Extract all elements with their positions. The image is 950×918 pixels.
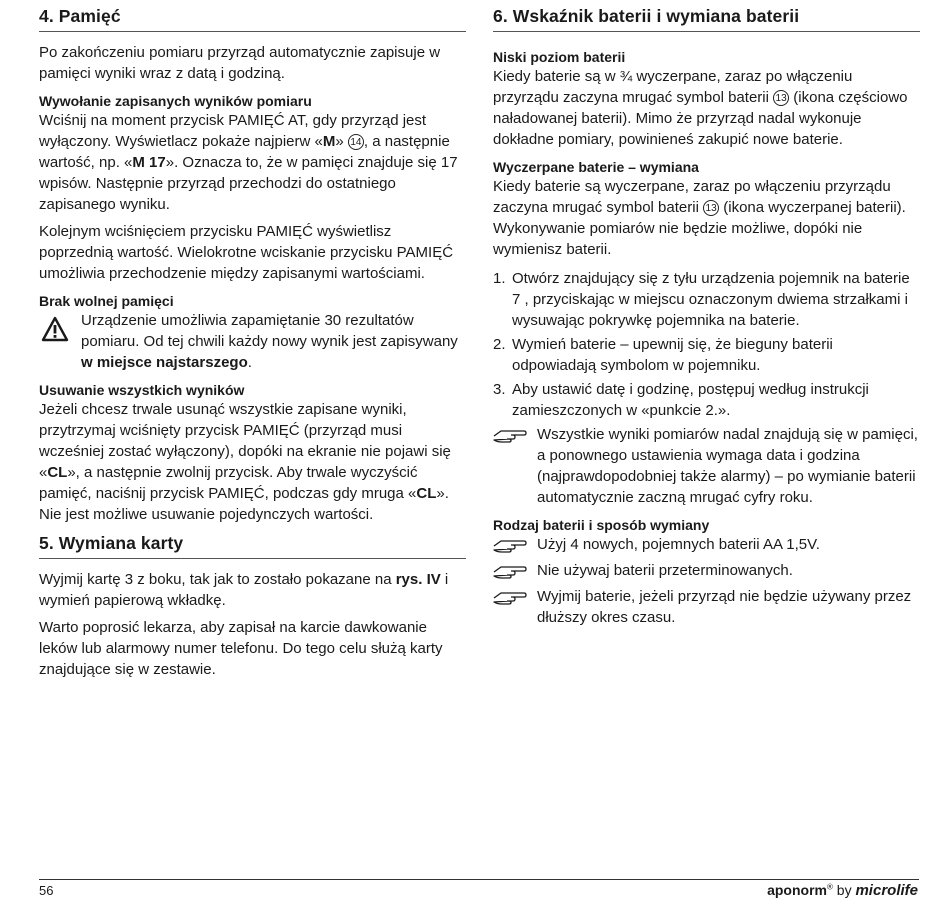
page-number: 56: [39, 883, 54, 898]
card-replace-text: Wyjmij kartę 3 z boku, tak jak to zostało pokazane na rys. IV i wymień papierową wkładkę.: [39, 571, 449, 609]
left-column: [39, 6, 466, 680]
memory-full-heading: Brak wolnej pamięci: [39, 293, 174, 309]
ref-14-icon: 14: [348, 134, 364, 150]
battery-tip: Użyj 4 nowych, pojemnych baterii AA 1,5V.: [493, 534, 920, 555]
empty-battery-heading: Wyczerpane baterie – wymiana: [493, 159, 699, 175]
memory-full-warning: Urządzenie umożliwia zapamiętanie 30 rezultatów pomiaru. Od tej chwili każdy nowy wynik jest zapisywany w miejsce najstarszego.: [39, 310, 466, 373]
empty-battery-text: Kiedy baterie są wyczerpane, zaraz po włączeniu przyrządu zaczyna mrugać symbol baterii 13 (ikona wyczerpanej baterii). Wykonywanie pomiarów nie będzie możliwe, dopóki nie wymienisz baterii.: [493, 178, 906, 258]
section-5-title: 5. Wymiana karty: [39, 533, 466, 559]
battery-tip: Nie używaj baterii przeterminowanych.: [493, 560, 920, 581]
list-item: 1. Otwórz znajdujący się z tyłu urządzenia pojemnik na baterie 7 , przyciskając w miejscu oznaczonym dwiema strzałkami i wysuwając pokrywkę pojemnika na baterie.: [493, 270, 910, 329]
recall-text: Wciśnij na moment przycisk PAMIĘĆ AT, gdy przyrząd jest wyłączony. Wyświetlacz pokaże najpierw «M» 14 , a następnie wartość, np. «M 17». Oznacza to, że w pamięci znajduje się 17 wpisów. Następnie przyrząd przechodzi do ostatniego zapisanego wyniku.: [39, 112, 458, 213]
low-battery-heading: Niski poziom baterii: [493, 49, 626, 65]
recall-heading: Wywołanie zapisanych wyników pomiaru: [39, 93, 312, 109]
ref-13-icon: 13: [703, 200, 719, 216]
section-4-title: 4. Pamięć: [39, 6, 466, 32]
brand-logo: aponorm® by microlife: [767, 882, 918, 899]
list-item: 3. Aby ustawić datę i godzinę, postępuj według instrukcji zamieszczonych w «punkcie 2.».: [493, 381, 869, 419]
memory-navigation-text: Kolejnym wciśnięciem przycisku PAMIĘĆ wyświetlisz poprzednią wartość. Wielokrotne wciskanie przycisku PAMIĘĆ umożliwia przechodzenie między zapisanymi wartościami.: [39, 223, 454, 282]
memory-intro: Po zakończeniu pomiaru przyrząd automatycznie zapisuje w pamięci wyniki wraz z datą i godziną.: [39, 44, 441, 82]
clear-all-text: Jeżeli chcesz trwale usunąć wszystkie zapisane wyniki, przytrzymaj wciśnięty przycisk PAMIĘĆ (przyrząd musi wcześniej zostać wyłączony), dopóki na ekranie nie pojawi się «CL», a następnie zwolnij przycisk. Aby trwale wyczyścić pamięć, naciśnij przycisk PAMIĘĆ, podczas gdy mruga «CL». Nie jest możliwe usuwanie pojedynczych wartości.: [39, 401, 451, 523]
pointing-hand-icon: [493, 427, 527, 443]
warning-triangle-icon: [41, 316, 69, 342]
low-battery-text: Kiedy baterie są w ¾ wyczerpane, zaraz po włączeniu przyrządu zaczyna mrugać symbol baterii 13 (ikona częściowo naładowanej baterii). Mimo że przyrząd nadal wykonuje dokładne pomiary, powinieneś zakupić nowe baterie.: [493, 68, 908, 148]
pointing-hand-icon: [493, 537, 527, 553]
clear-all-heading: Usuwanie wszystkich wyników: [39, 382, 245, 398]
footer-divider: [39, 879, 919, 880]
card-advice-text: Warto poprosić lekarza, aby zapisał na karcie dawkowanie leków lub alarmowy numer telefonu. Do tego celu służą karty znajdujące się w zestawie.: [39, 619, 443, 678]
battery-type-heading: Rodzaj baterii i sposób wymiany: [493, 517, 710, 533]
battery-note: Wszystkie wyniki pomiarów nadal znajdują się w pamięci, a ponownego ustawienia wymaga data i godzina (najprawdopodobniej także alarmy) – po wymianie baterii automatycznie zaczną mrugać cyfry roku.: [493, 424, 920, 508]
section-6-title: 6. Wskaźnik baterii i wymiana baterii: [493, 6, 920, 32]
right-column: [493, 6, 920, 628]
pointing-hand-icon: [493, 563, 527, 579]
replacement-steps: [493, 268, 920, 421]
battery-tip: Wyjmij baterie, jeżeli przyrząd nie będzie używany przez dłuższy okres czasu.: [493, 586, 920, 628]
list-item: 2. Wymień baterie – upewnij się, że bieguny baterii odpowiadają symbolom w pojemniku.: [493, 336, 833, 374]
ref-13-icon: 13: [773, 90, 789, 106]
pointing-hand-icon: [493, 589, 527, 605]
